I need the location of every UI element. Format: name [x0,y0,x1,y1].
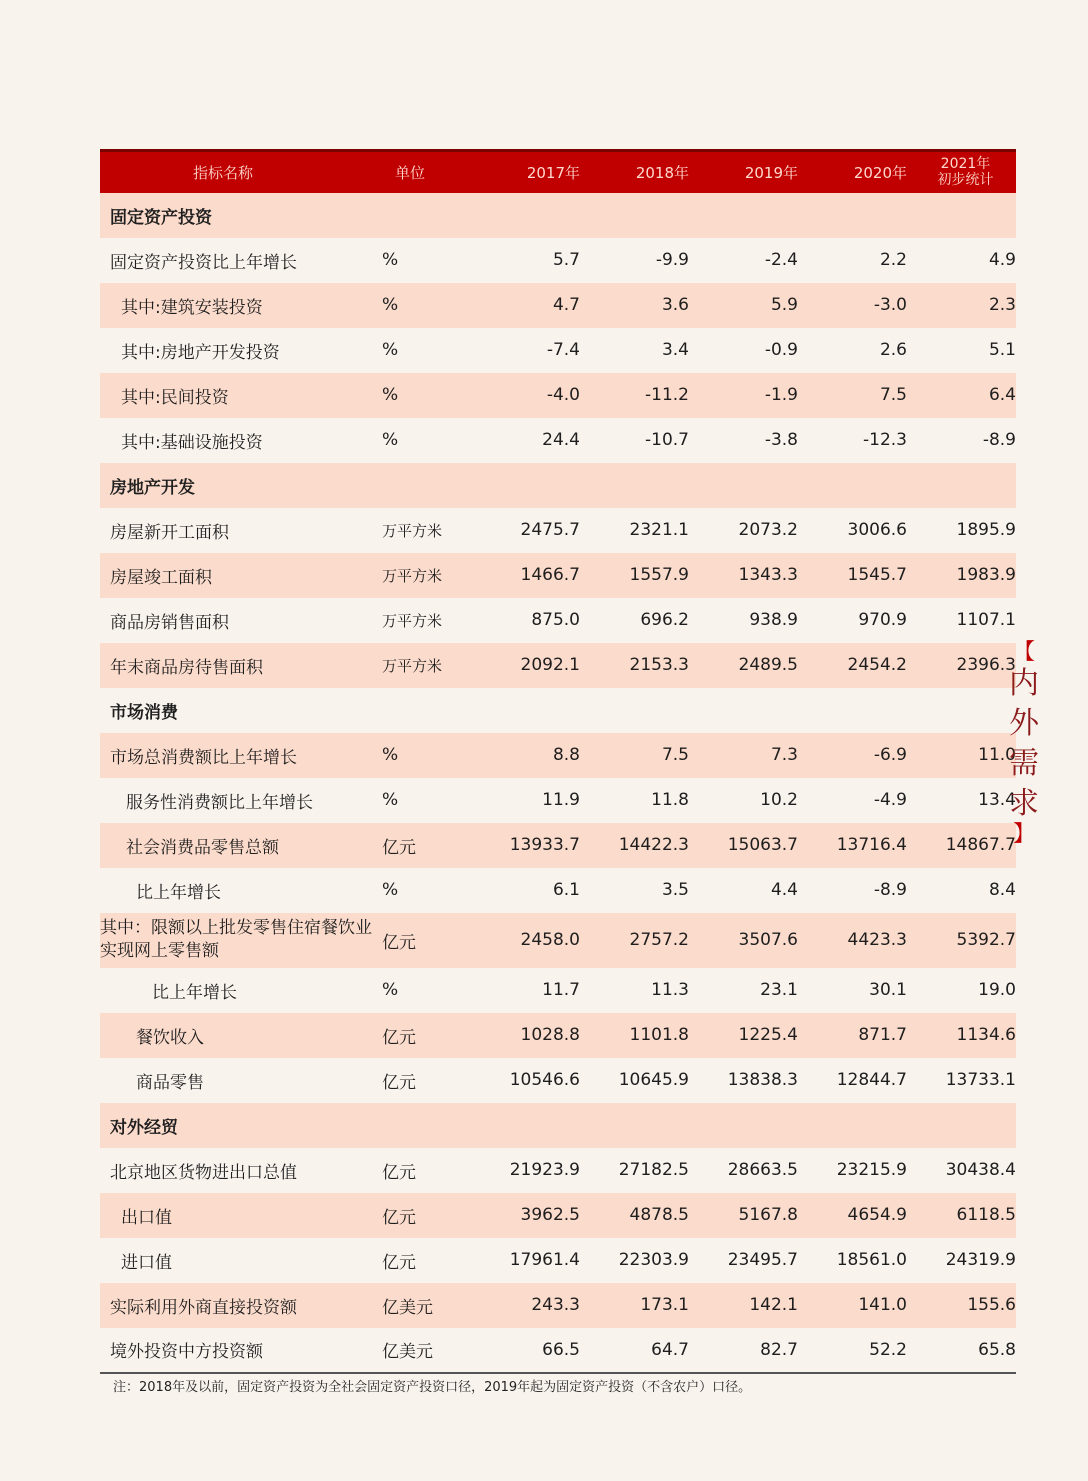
table-row [100,733,1016,778]
unit-cell: % [382,295,399,315]
value-cell-2018: 2153.3 [629,655,689,675]
value-cell-2018: 1557.9 [629,565,689,585]
indicator-name-cell: 市场总消费额比上年增长 [110,747,297,768]
table-row [100,283,1016,328]
value-cell-2020: -8.9 [873,880,907,900]
value-cell-2018: 4878.5 [629,1205,689,1225]
value-cell-2019: 7.3 [770,745,798,765]
section-header-row [100,1103,1016,1148]
table-body [100,193,1016,1373]
indicator-name-cell: 其中：限额以上批发零售住宿餐饮业实现网上零售额 [100,918,372,961]
value-cell-2018: 14422.3 [618,835,689,855]
header-year-2017: 2017年 [471,151,580,193]
header-year-2020: 2020年 [798,151,907,193]
value-cell-2017: 2092.1 [520,655,580,675]
unit-cell: 亿元 [382,1207,416,1228]
value-cell-2018: 3.6 [661,295,689,315]
value-cell-2021: 13733.1 [945,1070,1016,1090]
value-cell-2019: -0.9 [764,340,798,360]
statistics-table [100,149,1016,1374]
value-cell-2019: 10.2 [760,790,798,810]
value-cell-2019: -1.9 [764,385,798,405]
value-cell-2021: 1895.9 [956,520,1016,540]
indicator-name-cell: 房屋竣工面积 [110,567,212,588]
table-row [100,1058,1016,1103]
value-cell-2017: 11.9 [542,790,580,810]
value-cell-2017: 8.8 [552,745,580,765]
value-cell-2020: 871.7 [858,1025,907,1045]
header-unit: 单位 [376,151,471,193]
value-cell-2020: 1545.7 [847,565,907,585]
table-row [100,1193,1016,1238]
table-row [100,1328,1016,1373]
value-cell-2019: -3.8 [764,430,798,450]
header-year-2019: 2019年 [689,151,798,193]
value-cell-2018: 2757.2 [629,930,689,950]
indicator-name-cell: 其中:民间投资 [121,387,229,408]
value-cell-2021: 1134.6 [956,1025,1016,1045]
value-cell-2017: 66.5 [471,1328,580,1373]
value-cell-2019: 4.4 [770,880,798,900]
value-cell-2020: 4654.9 [847,1205,907,1225]
value-cell-2017: 17961.4 [509,1250,580,1270]
unit-cell: 亿元 [382,837,416,858]
value-cell-2019: 2489.5 [738,655,798,675]
value-cell-2018: 11.3 [651,980,689,1000]
value-cell-2017: 11.7 [542,980,580,1000]
value-cell-2021: -8.9 [982,430,1016,450]
value-cell-2018: 10645.9 [618,1070,689,1090]
value-cell-2019: 13838.3 [727,1070,798,1090]
unit-cell: % [382,980,399,1000]
value-cell-2021: 1107.1 [956,610,1016,630]
indicator-name-cell: 实际利用外商直接投资额 [110,1297,297,1318]
value-cell-2021: 14867.7 [945,835,1016,855]
unit-cell: % [382,880,399,900]
indicator-name-cell: 其中:建筑安装投资 [121,297,263,318]
table-row [100,778,1016,823]
value-cell-2021: 6118.5 [956,1205,1016,1225]
table-row [100,328,1016,373]
side-label-open-bracket: 【 [1012,640,1035,665]
value-cell-2020: 2454.2 [847,655,907,675]
indicator-name-cell: 年末商品房待售面积 [110,657,263,678]
table-row [100,418,1016,463]
value-cell-2020: 52.2 [798,1328,907,1373]
indicator-name-cell: 服务性消费额比上年增长 [126,792,313,813]
table-row [100,868,1016,913]
side-label-char: 内 [1009,666,1039,701]
section-header-row [100,688,1016,733]
section-header-row [100,193,1016,238]
value-cell-2020: -6.9 [873,745,907,765]
table-row [100,643,1016,688]
indicator-name-cell: 社会消费品零售总额 [126,837,279,858]
value-cell-2019: 2073.2 [738,520,798,540]
value-cell-2017: 1466.7 [520,565,580,585]
value-cell-2017: 875.0 [531,610,580,630]
value-cell-2017: 5.7 [552,250,580,270]
value-cell-2018: 696.2 [640,610,689,630]
side-label-char: 需 [1009,746,1039,781]
header-year-2021-label: 2021年 [940,156,991,173]
value-cell-2020: 18561.0 [836,1250,907,1270]
value-cell-2021: 1983.9 [956,565,1016,585]
value-cell-2019: 3507.6 [738,930,798,950]
value-cell-2017: 10546.6 [509,1070,580,1090]
value-cell-2019: 938.9 [749,610,798,630]
value-cell-2018: 2321.1 [629,520,689,540]
value-cell-2017: 2475.7 [520,520,580,540]
unit-cell: 亿美元 [382,1297,433,1318]
unit-cell: 亿元 [382,1252,416,1273]
value-cell-2017: 6.1 [552,880,580,900]
value-cell-2019: 28663.5 [727,1160,798,1180]
table-row [100,1148,1016,1193]
value-cell-2018: 7.5 [661,745,689,765]
header-year-2021-sublabel: 初步统计 [937,172,994,189]
unit-cell: 万平方米 [382,611,443,630]
header-indicator-name: 指标名称 [100,151,376,193]
unit-cell: % [382,385,399,405]
unit-cell: 亿元 [382,1072,416,1093]
value-cell-2019: 1225.4 [738,1025,798,1045]
indicator-name-cell: 房屋新开工面积 [110,522,229,543]
value-cell-2020: 23215.9 [836,1160,907,1180]
footnote: 注：2018年及以前，固定资产投资为全社会固定资产投资口径，2019年起为固定资产投资（不含农户）口径。 [113,1380,752,1395]
unit-cell: 万平方米 [382,521,443,540]
value-cell-2020: 13716.4 [836,835,907,855]
section-title: 对外经贸 [110,1117,178,1138]
value-cell-2017: 21923.9 [509,1160,580,1180]
value-cell-2021: 8.4 [988,880,1016,900]
value-cell-2017: 1028.8 [520,1025,580,1045]
side-label-char: 外 [1009,706,1039,741]
value-cell-2019: 1343.3 [738,565,798,585]
table-row [100,1238,1016,1283]
side-label-close-bracket: 】 [1012,822,1035,847]
value-cell-2021: 11.0 [978,745,1016,765]
value-cell-2018: 22303.9 [618,1250,689,1270]
indicator-name-cell: 北京地区货物进出口总值 [110,1162,297,1183]
value-cell-2019: 15063.7 [727,835,798,855]
unit-cell: 亿元 [382,1162,416,1183]
value-cell-2017: 3962.5 [520,1205,580,1225]
table-row [100,553,1016,598]
table-row [100,598,1016,643]
indicator-name-cell: 商品房销售面积 [110,612,229,633]
value-cell-2021: 24319.9 [945,1250,1016,1270]
section-title: 房地产开发 [110,477,195,498]
section-title: 固定资产投资 [110,207,212,228]
section-title: 市场消费 [110,702,178,723]
table-row [100,823,1016,868]
value-cell-2018: 11.8 [651,790,689,810]
unit-cell: 万平方米 [382,566,443,585]
header-year-2018: 2018年 [580,151,689,193]
table-header-row [100,151,1016,193]
table-row [100,373,1016,418]
indicator-name-cell: 境外投资中方投资额 [100,1328,376,1373]
value-cell-2021: 4.9 [988,250,1016,270]
unit-cell: 亿元 [382,932,416,953]
unit-cell: % [382,430,399,450]
indicator-name-cell: 比上年增长 [136,882,221,903]
indicator-name-cell: 出口值 [121,1207,172,1228]
table-row [100,1283,1016,1328]
unit-cell: 万平方米 [382,656,443,675]
indicator-name-cell: 商品零售 [136,1072,204,1093]
value-cell-2018: 1101.8 [629,1025,689,1045]
unit-cell: % [382,340,399,360]
value-cell-2021: 5392.7 [956,930,1016,950]
indicator-name-cell: 比上年增长 [152,982,237,1003]
value-cell-2019: 23495.7 [727,1250,798,1270]
value-cell-2019: 142.1 [749,1295,798,1315]
indicator-name-cell: 固定资产投资比上年增长 [110,252,297,273]
value-cell-2019: 5.9 [770,295,798,315]
unit-cell: % [382,745,399,765]
value-cell-2019: 5167.8 [738,1205,798,1225]
value-cell-2019: 23.1 [760,980,798,1000]
value-cell-2021: 6.4 [988,385,1016,405]
value-cell-2021: 5.1 [988,340,1016,360]
value-cell-2020: -4.9 [873,790,907,810]
value-cell-2017: 243.3 [531,1295,580,1315]
value-cell-2021: 2.3 [988,295,1016,315]
value-cell-2018: 64.7 [580,1328,689,1373]
value-cell-2018: 3.4 [661,340,689,360]
value-cell-2021: 65.8 [907,1328,1016,1373]
value-cell-2017: 2458.0 [520,930,580,950]
value-cell-2021: 2396.3 [956,655,1016,675]
value-cell-2017: -7.4 [546,340,580,360]
value-cell-2021: 155.6 [967,1295,1016,1315]
value-cell-2017: 13933.7 [509,835,580,855]
value-cell-2017: 24.4 [542,430,580,450]
unit-cell: % [382,790,399,810]
value-cell-2018: -11.2 [645,385,689,405]
unit-cell: % [382,250,399,270]
value-cell-2018: 3.5 [661,880,689,900]
table-row [100,968,1016,1013]
value-cell-2019: -2.4 [764,250,798,270]
value-cell-2021: 30438.4 [945,1160,1016,1180]
value-cell-2020: 3006.6 [847,520,907,540]
value-cell-2021: 13.4 [978,790,1016,810]
unit-cell: 亿美元 [376,1328,471,1373]
table-row [100,1013,1016,1058]
indicator-name-cell: 餐饮收入 [136,1027,204,1048]
value-cell-2018: -10.7 [645,430,689,450]
value-cell-2020: 970.9 [858,610,907,630]
indicator-name-cell: 进口值 [121,1252,172,1273]
value-cell-2020: 12844.7 [836,1070,907,1090]
table-row [100,238,1016,283]
unit-cell: 亿元 [382,1027,416,1048]
value-cell-2017: -4.0 [546,385,580,405]
value-cell-2019: 82.7 [689,1328,798,1373]
header-year-2021 [907,151,1016,193]
value-cell-2018: 173.1 [640,1295,689,1315]
value-cell-2020: 2.6 [879,340,907,360]
indicator-name-cell: 其中:房地产开发投资 [121,342,280,363]
value-cell-2020: 2.2 [879,250,907,270]
table-row [100,913,1016,968]
side-label-char: 求 [1009,786,1039,821]
value-cell-2018: -9.9 [655,250,689,270]
value-cell-2020: 7.5 [879,385,907,405]
value-cell-2021: 19.0 [978,980,1016,1000]
indicator-name-cell: 其中:基础设施投资 [121,432,263,453]
value-cell-2018: 27182.5 [618,1160,689,1180]
value-cell-2020: 30.1 [869,980,907,1000]
value-cell-2020: 4423.3 [847,930,907,950]
value-cell-2017: 4.7 [552,295,580,315]
table-row [100,508,1016,553]
side-section-label [1004,642,1044,846]
value-cell-2020: -3.0 [873,295,907,315]
section-header-row [100,463,1016,508]
value-cell-2020: 141.0 [858,1295,907,1315]
value-cell-2020: -12.3 [863,430,907,450]
